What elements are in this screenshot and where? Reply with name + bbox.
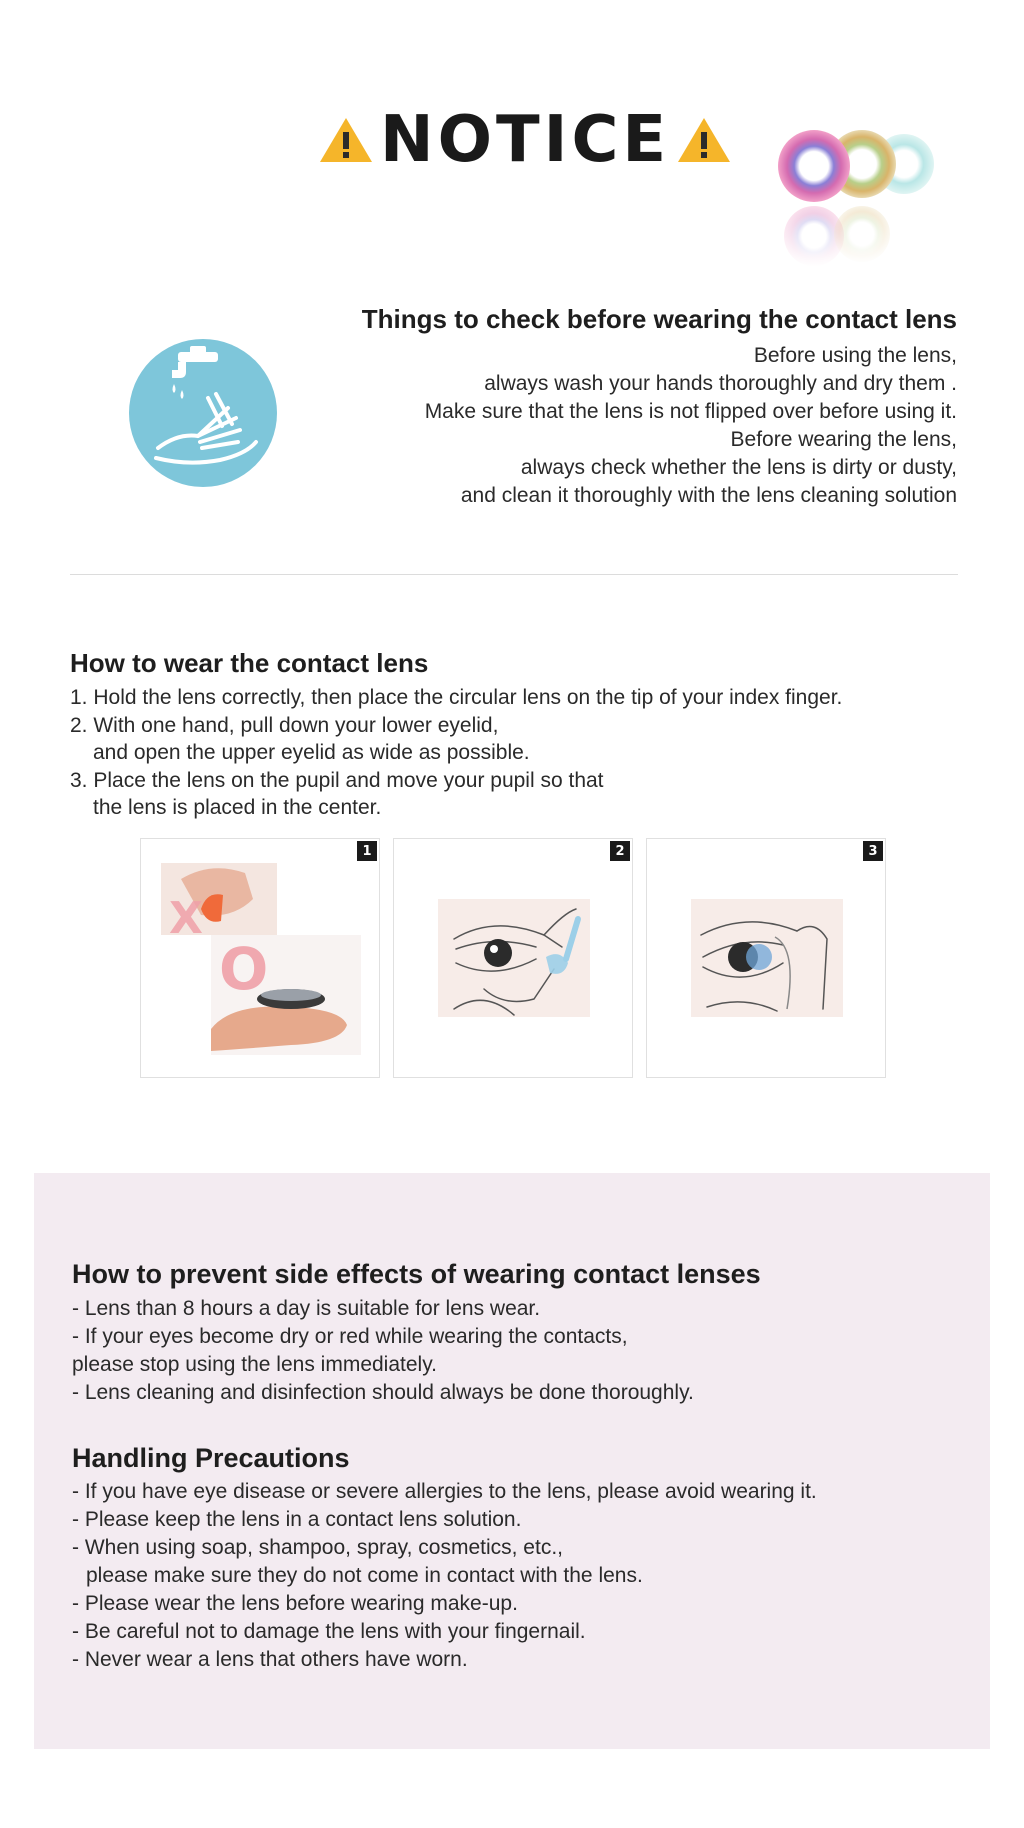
step-number-badge: 1 [357,841,377,861]
prevent-line: - If your eyes become dry or red while wearing the contacts, [72,1325,628,1348]
check-instructions [425,342,957,510]
handling-section-title: Handling Precautions [72,1443,350,1473]
wear-line: 2. With one hand, pull down your lower eyelid, [70,713,499,737]
handling-line: please make sure they do not come in contact with the lens. [86,1564,643,1587]
step-card-3 [646,838,886,1078]
handling-line: - Never wear a lens that others have worn. [72,1648,468,1671]
handling-line: - If you have eye disease or severe allergies to the lens, please avoid wearing it. [72,1480,817,1503]
prevent-line: please stop using the lens immediately. [72,1353,437,1376]
handling-line: - Please wear the lens before wearing make-up. [72,1592,518,1615]
eyelid-drawing-image [394,839,632,1077]
notice-header [318,100,732,180]
wear-section-title: How to wear the contact lens [70,648,429,678]
step-number-badge: 2 [610,841,630,861]
hand-washing-icon [128,338,278,488]
warning-icon [318,115,374,165]
step-number-badge: 3 [863,841,883,861]
wear-instructions [70,684,842,822]
warning-icon [676,115,732,165]
step-card-1 [140,838,380,1078]
check-line: always wash your hands thoroughly and dry them . [484,372,957,395]
wear-line: the lens is placed in the center. [93,796,382,819]
lens-placement-image [647,839,885,1077]
wrong-mark: X [169,893,203,944]
right-mark: O [219,935,269,1003]
check-line: and clean it thoroughly with the lens cleaning solution [460,484,957,507]
prevent-line: - Lens cleaning and disinfection should always be done thoroughly. [72,1381,694,1404]
handling-line: - When using soap, shampoo, spray, cosmetics, etc., [72,1536,563,1559]
prevent-line: - Lens than 8 hours a day is suitable for lens wear. [72,1297,541,1320]
check-line: Before wearing the lens, [730,428,957,451]
check-line: Before using the lens, [753,344,957,367]
check-line: Make sure that the lens is not flipped over before using it. [424,400,957,423]
wear-line: 1. Hold the lens correctly, then place the circular lens on the tip of your index finger. [70,686,843,709]
check-section-title: Things to check before wearing the contact lens [361,304,957,334]
handling-line: - Please keep the lens in a contact lens solution. [72,1508,522,1531]
wear-line: 3. Place the lens on the pupil and move your pupil so that [70,768,604,792]
colored-lenses-image [742,118,942,268]
handling-line: - Be careful not to damage the lens with your fingernail. [72,1620,586,1643]
check-line: always check whether the lens is dirty or dusty, [520,456,957,479]
prevent-section-title: How to prevent side effects of wearing contact lenses [72,1259,761,1289]
wear-line: and open the upper eyelid as wide as possible. [93,741,530,764]
prevent-list [72,1295,694,1407]
notice-title: NOTICE [380,103,671,177]
handling-list [72,1478,817,1674]
step-card-2 [393,838,633,1078]
section-divider [70,574,958,575]
finger-lens-image [141,839,379,1077]
